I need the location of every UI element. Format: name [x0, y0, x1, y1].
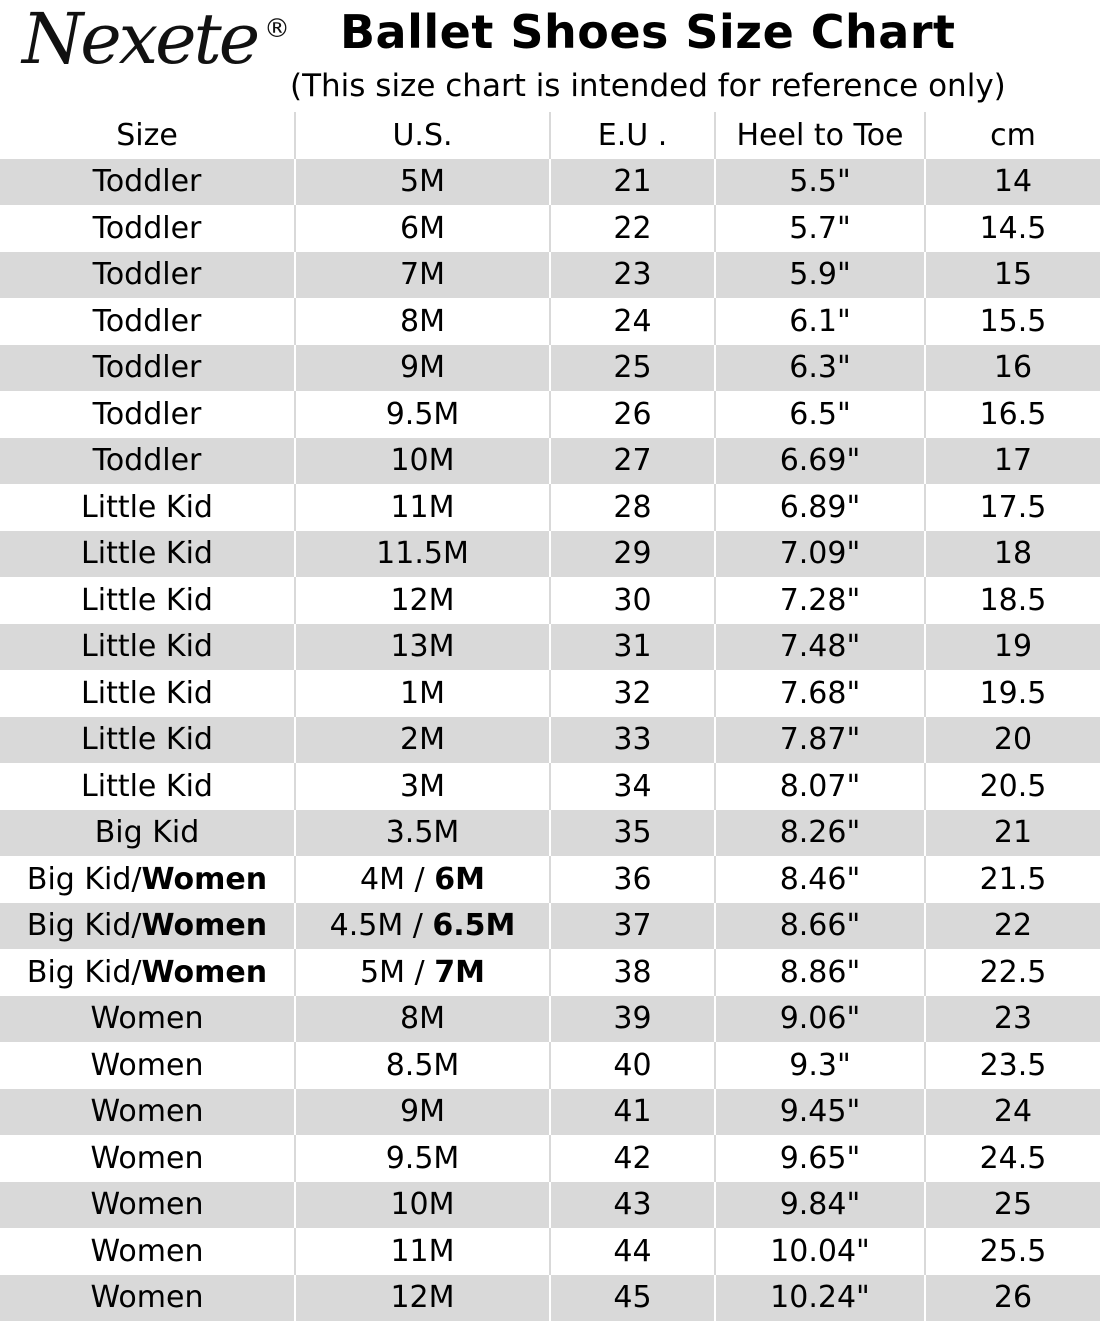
us-size: 11M — [390, 489, 455, 525]
size-label: Little Kid — [81, 536, 213, 572]
us-size: 6M — [400, 210, 445, 246]
size-cell — [0, 531, 295, 578]
table-row — [0, 252, 1100, 299]
table-row — [0, 763, 1100, 810]
size-label-bold: Women — [141, 908, 268, 944]
size-cell — [0, 1228, 295, 1275]
cm-cell: 15.5 — [925, 298, 1100, 345]
chart-header — [0, 0, 1100, 112]
size-label: Toddler — [92, 350, 202, 386]
us-cell — [295, 670, 550, 717]
size-label: Big Kid/ — [26, 908, 142, 944]
size-cell — [0, 763, 295, 810]
size-cell — [0, 1135, 295, 1182]
cm-cell: 20.5 — [925, 763, 1100, 810]
eu-cell: 27 — [550, 438, 715, 485]
eu-cell: 41 — [550, 1089, 715, 1136]
heel-to-toe-cell: 5.5" — [715, 159, 925, 206]
heel-to-toe-cell: 9.84" — [715, 1182, 925, 1229]
us-size: 5M — [400, 164, 445, 200]
table-row — [0, 1275, 1100, 1321]
us-cell — [295, 763, 550, 810]
cm-cell: 16.5 — [925, 391, 1100, 438]
size-cell — [0, 1182, 295, 1229]
us-size: 11M — [390, 1233, 455, 1269]
heel-to-toe-cell: 7.28" — [715, 577, 925, 624]
us-cell — [295, 1228, 550, 1275]
cm-cell: 25 — [925, 1182, 1100, 1229]
eu-cell: 45 — [550, 1275, 715, 1321]
heel-to-toe-cell: 9.45" — [715, 1089, 925, 1136]
cm-cell: 19.5 — [925, 670, 1100, 717]
us-size: 12M — [390, 582, 455, 618]
heel-to-toe-cell: 9.3" — [715, 1042, 925, 1089]
us-cell — [295, 1275, 550, 1321]
column-header-eu: E.U . — [550, 112, 715, 159]
us-size: 3M — [400, 768, 445, 804]
table-row — [0, 903, 1100, 950]
table-row — [0, 577, 1100, 624]
column-header-us: U.S. — [295, 112, 550, 159]
eu-cell: 29 — [550, 531, 715, 578]
table-row — [0, 670, 1100, 717]
eu-cell: 21 — [550, 159, 715, 206]
heel-to-toe-cell: 9.65" — [715, 1135, 925, 1182]
size-cell — [0, 1042, 295, 1089]
size-cell — [0, 205, 295, 252]
size-label: Big Kid/ — [26, 954, 142, 990]
us-cell — [295, 949, 550, 996]
eu-cell: 40 — [550, 1042, 715, 1089]
cm-cell: 25.5 — [925, 1228, 1100, 1275]
table-body — [0, 159, 1100, 1321]
us-cell — [295, 810, 550, 857]
table-row — [0, 438, 1100, 485]
us-size: 4M / — [360, 861, 435, 897]
table-row — [0, 717, 1100, 764]
us-cell — [295, 1182, 550, 1229]
size-label: Big Kid — [94, 815, 200, 851]
heel-to-toe-cell: 7.68" — [715, 670, 925, 717]
us-size: 9.5M — [385, 396, 460, 432]
us-size: 9M — [400, 350, 445, 386]
eu-cell: 33 — [550, 717, 715, 764]
eu-cell: 35 — [550, 810, 715, 857]
table-row — [0, 1042, 1100, 1089]
eu-cell: 30 — [550, 577, 715, 624]
us-cell — [295, 298, 550, 345]
eu-cell: 25 — [550, 345, 715, 392]
size-label: Women — [90, 1047, 204, 1083]
eu-cell: 28 — [550, 484, 715, 531]
size-cell — [0, 1089, 295, 1136]
heel-to-toe-cell: 8.46" — [715, 856, 925, 903]
us-size-women: 6M — [434, 861, 485, 897]
heel-to-toe-cell: 5.7" — [715, 205, 925, 252]
us-size: 11.5M — [376, 536, 469, 572]
eu-cell: 23 — [550, 252, 715, 299]
heel-to-toe-cell: 7.09" — [715, 531, 925, 578]
table-row — [0, 205, 1100, 252]
cm-cell: 18.5 — [925, 577, 1100, 624]
us-size-women: 6.5M — [432, 908, 516, 944]
us-cell — [295, 531, 550, 578]
us-cell — [295, 1089, 550, 1136]
heel-to-toe-cell: 6.89" — [715, 484, 925, 531]
size-label: Big Kid/ — [26, 861, 142, 897]
eu-cell: 22 — [550, 205, 715, 252]
us-size: 3.5M — [385, 815, 460, 851]
us-size: 13M — [390, 629, 455, 665]
us-cell — [295, 1135, 550, 1182]
us-size: 8.5M — [385, 1047, 460, 1083]
size-label-bold: Women — [141, 954, 268, 990]
heel-to-toe-cell: 5.9" — [715, 252, 925, 299]
size-cell — [0, 391, 295, 438]
size-label: Toddler — [92, 396, 202, 432]
size-cell — [0, 1275, 295, 1321]
eu-cell: 31 — [550, 624, 715, 671]
cm-cell: 21 — [925, 810, 1100, 857]
eu-cell: 37 — [550, 903, 715, 950]
size-cell — [0, 577, 295, 624]
table-row — [0, 624, 1100, 671]
size-label: Women — [90, 1001, 204, 1037]
eu-cell: 24 — [550, 298, 715, 345]
eu-cell: 44 — [550, 1228, 715, 1275]
cm-cell: 24.5 — [925, 1135, 1100, 1182]
eu-cell: 39 — [550, 996, 715, 1043]
table-row — [0, 484, 1100, 531]
page-subtitle: (This size chart is intended for reference only) — [290, 68, 1006, 104]
table-row — [0, 1089, 1100, 1136]
size-cell — [0, 996, 295, 1043]
table-row — [0, 1228, 1100, 1275]
heel-to-toe-cell: 6.3" — [715, 345, 925, 392]
us-size: 9M — [400, 1094, 445, 1130]
cm-cell: 17 — [925, 438, 1100, 485]
size-label: Toddler — [92, 303, 202, 339]
eu-cell: 32 — [550, 670, 715, 717]
registered-mark: ® — [264, 14, 290, 44]
us-cell — [295, 484, 550, 531]
brand-logo-text: Nexete — [22, 0, 258, 80]
heel-to-toe-cell: 6.5" — [715, 391, 925, 438]
us-cell — [295, 717, 550, 764]
us-size: 9.5M — [385, 1140, 460, 1176]
heel-to-toe-cell: 10.24" — [715, 1275, 925, 1321]
eu-cell: 36 — [550, 856, 715, 903]
cm-cell: 23.5 — [925, 1042, 1100, 1089]
us-cell — [295, 996, 550, 1043]
table-row — [0, 1182, 1100, 1229]
us-size: 8M — [400, 303, 445, 339]
us-size: 10M — [390, 1187, 455, 1223]
size-cell — [0, 252, 295, 299]
size-cell — [0, 810, 295, 857]
size-cell — [0, 949, 295, 996]
heel-to-toe-cell: 9.06" — [715, 996, 925, 1043]
us-cell — [295, 624, 550, 671]
us-size: 5M / — [360, 954, 435, 990]
us-size: 10M — [390, 443, 455, 479]
size-label: Women — [90, 1187, 204, 1223]
size-cell — [0, 438, 295, 485]
size-cell — [0, 298, 295, 345]
size-cell — [0, 856, 295, 903]
page-title: Ballet Shoes Size Chart — [340, 5, 956, 59]
us-cell — [295, 903, 550, 950]
cm-cell: 14.5 — [925, 205, 1100, 252]
us-size: 2M — [400, 722, 445, 758]
us-size: 12M — [390, 1280, 455, 1316]
size-cell — [0, 624, 295, 671]
size-cell — [0, 345, 295, 392]
size-label: Women — [90, 1140, 204, 1176]
size-cell — [0, 717, 295, 764]
header-row — [0, 112, 1100, 159]
cm-cell: 14 — [925, 159, 1100, 206]
size-label: Women — [90, 1094, 204, 1130]
size-label: Toddler — [92, 257, 202, 293]
us-size: 8M — [400, 1001, 445, 1037]
table-row — [0, 856, 1100, 903]
heel-to-toe-cell: 8.07" — [715, 763, 925, 810]
eu-cell: 38 — [550, 949, 715, 996]
table-row — [0, 159, 1100, 206]
size-label: Women — [90, 1233, 204, 1269]
heel-to-toe-cell: 6.69" — [715, 438, 925, 485]
table-row — [0, 1135, 1100, 1182]
heel-to-toe-cell: 6.1" — [715, 298, 925, 345]
table-row — [0, 996, 1100, 1043]
size-cell — [0, 903, 295, 950]
heel-to-toe-cell: 10.04" — [715, 1228, 925, 1275]
us-cell — [295, 391, 550, 438]
us-cell — [295, 252, 550, 299]
cm-cell: 15 — [925, 252, 1100, 299]
us-size: 4.5M / — [329, 908, 433, 944]
size-label: Little Kid — [81, 489, 213, 525]
eu-cell: 26 — [550, 391, 715, 438]
cm-cell: 23 — [925, 996, 1100, 1043]
us-cell — [295, 1042, 550, 1089]
us-cell — [295, 856, 550, 903]
size-chart-table — [0, 112, 1100, 1321]
us-cell — [295, 577, 550, 624]
size-cell — [0, 670, 295, 717]
table-row — [0, 949, 1100, 996]
us-cell — [295, 345, 550, 392]
us-cell — [295, 438, 550, 485]
cm-cell: 20 — [925, 717, 1100, 764]
size-label: Little Kid — [81, 768, 213, 804]
cm-cell: 26 — [925, 1275, 1100, 1321]
us-cell — [295, 159, 550, 206]
size-label: Toddler — [92, 210, 202, 246]
column-header-size: Size — [116, 117, 178, 153]
size-label: Little Kid — [81, 675, 213, 711]
size-label: Little Kid — [81, 582, 213, 618]
cm-cell: 22 — [925, 903, 1100, 950]
column-header-heel-to-toe: Heel to Toe — [715, 112, 925, 159]
size-label: Toddler — [92, 443, 202, 479]
size-label: Toddler — [92, 164, 202, 200]
size-label-bold: Women — [141, 861, 268, 897]
table-header — [0, 112, 1100, 159]
eu-cell: 42 — [550, 1135, 715, 1182]
table-row — [0, 391, 1100, 438]
table-row — [0, 810, 1100, 857]
column-header-cm: cm — [925, 112, 1100, 159]
us-size: 1M — [400, 675, 445, 711]
heel-to-toe-cell: 7.87" — [715, 717, 925, 764]
eu-cell: 43 — [550, 1182, 715, 1229]
table-row — [0, 345, 1100, 392]
cm-cell: 22.5 — [925, 949, 1100, 996]
table-row — [0, 531, 1100, 578]
cm-cell: 17.5 — [925, 484, 1100, 531]
heel-to-toe-cell: 8.66" — [715, 903, 925, 950]
size-cell — [0, 159, 295, 206]
size-label: Little Kid — [81, 722, 213, 758]
size-label: Little Kid — [81, 629, 213, 665]
heel-to-toe-cell: 8.26" — [715, 810, 925, 857]
cm-cell: 24 — [925, 1089, 1100, 1136]
cm-cell: 18 — [925, 531, 1100, 578]
brand-logo — [18, 2, 318, 102]
table-row — [0, 298, 1100, 345]
size-label: Women — [90, 1280, 204, 1316]
cm-cell: 21.5 — [925, 856, 1100, 903]
heel-to-toe-cell: 7.48" — [715, 624, 925, 671]
us-size-women: 7M — [434, 954, 485, 990]
size-cell — [0, 484, 295, 531]
cm-cell: 16 — [925, 345, 1100, 392]
cm-cell: 19 — [925, 624, 1100, 671]
us-cell — [295, 205, 550, 252]
us-size: 7M — [400, 257, 445, 293]
eu-cell: 34 — [550, 763, 715, 810]
heel-to-toe-cell: 8.86" — [715, 949, 925, 996]
